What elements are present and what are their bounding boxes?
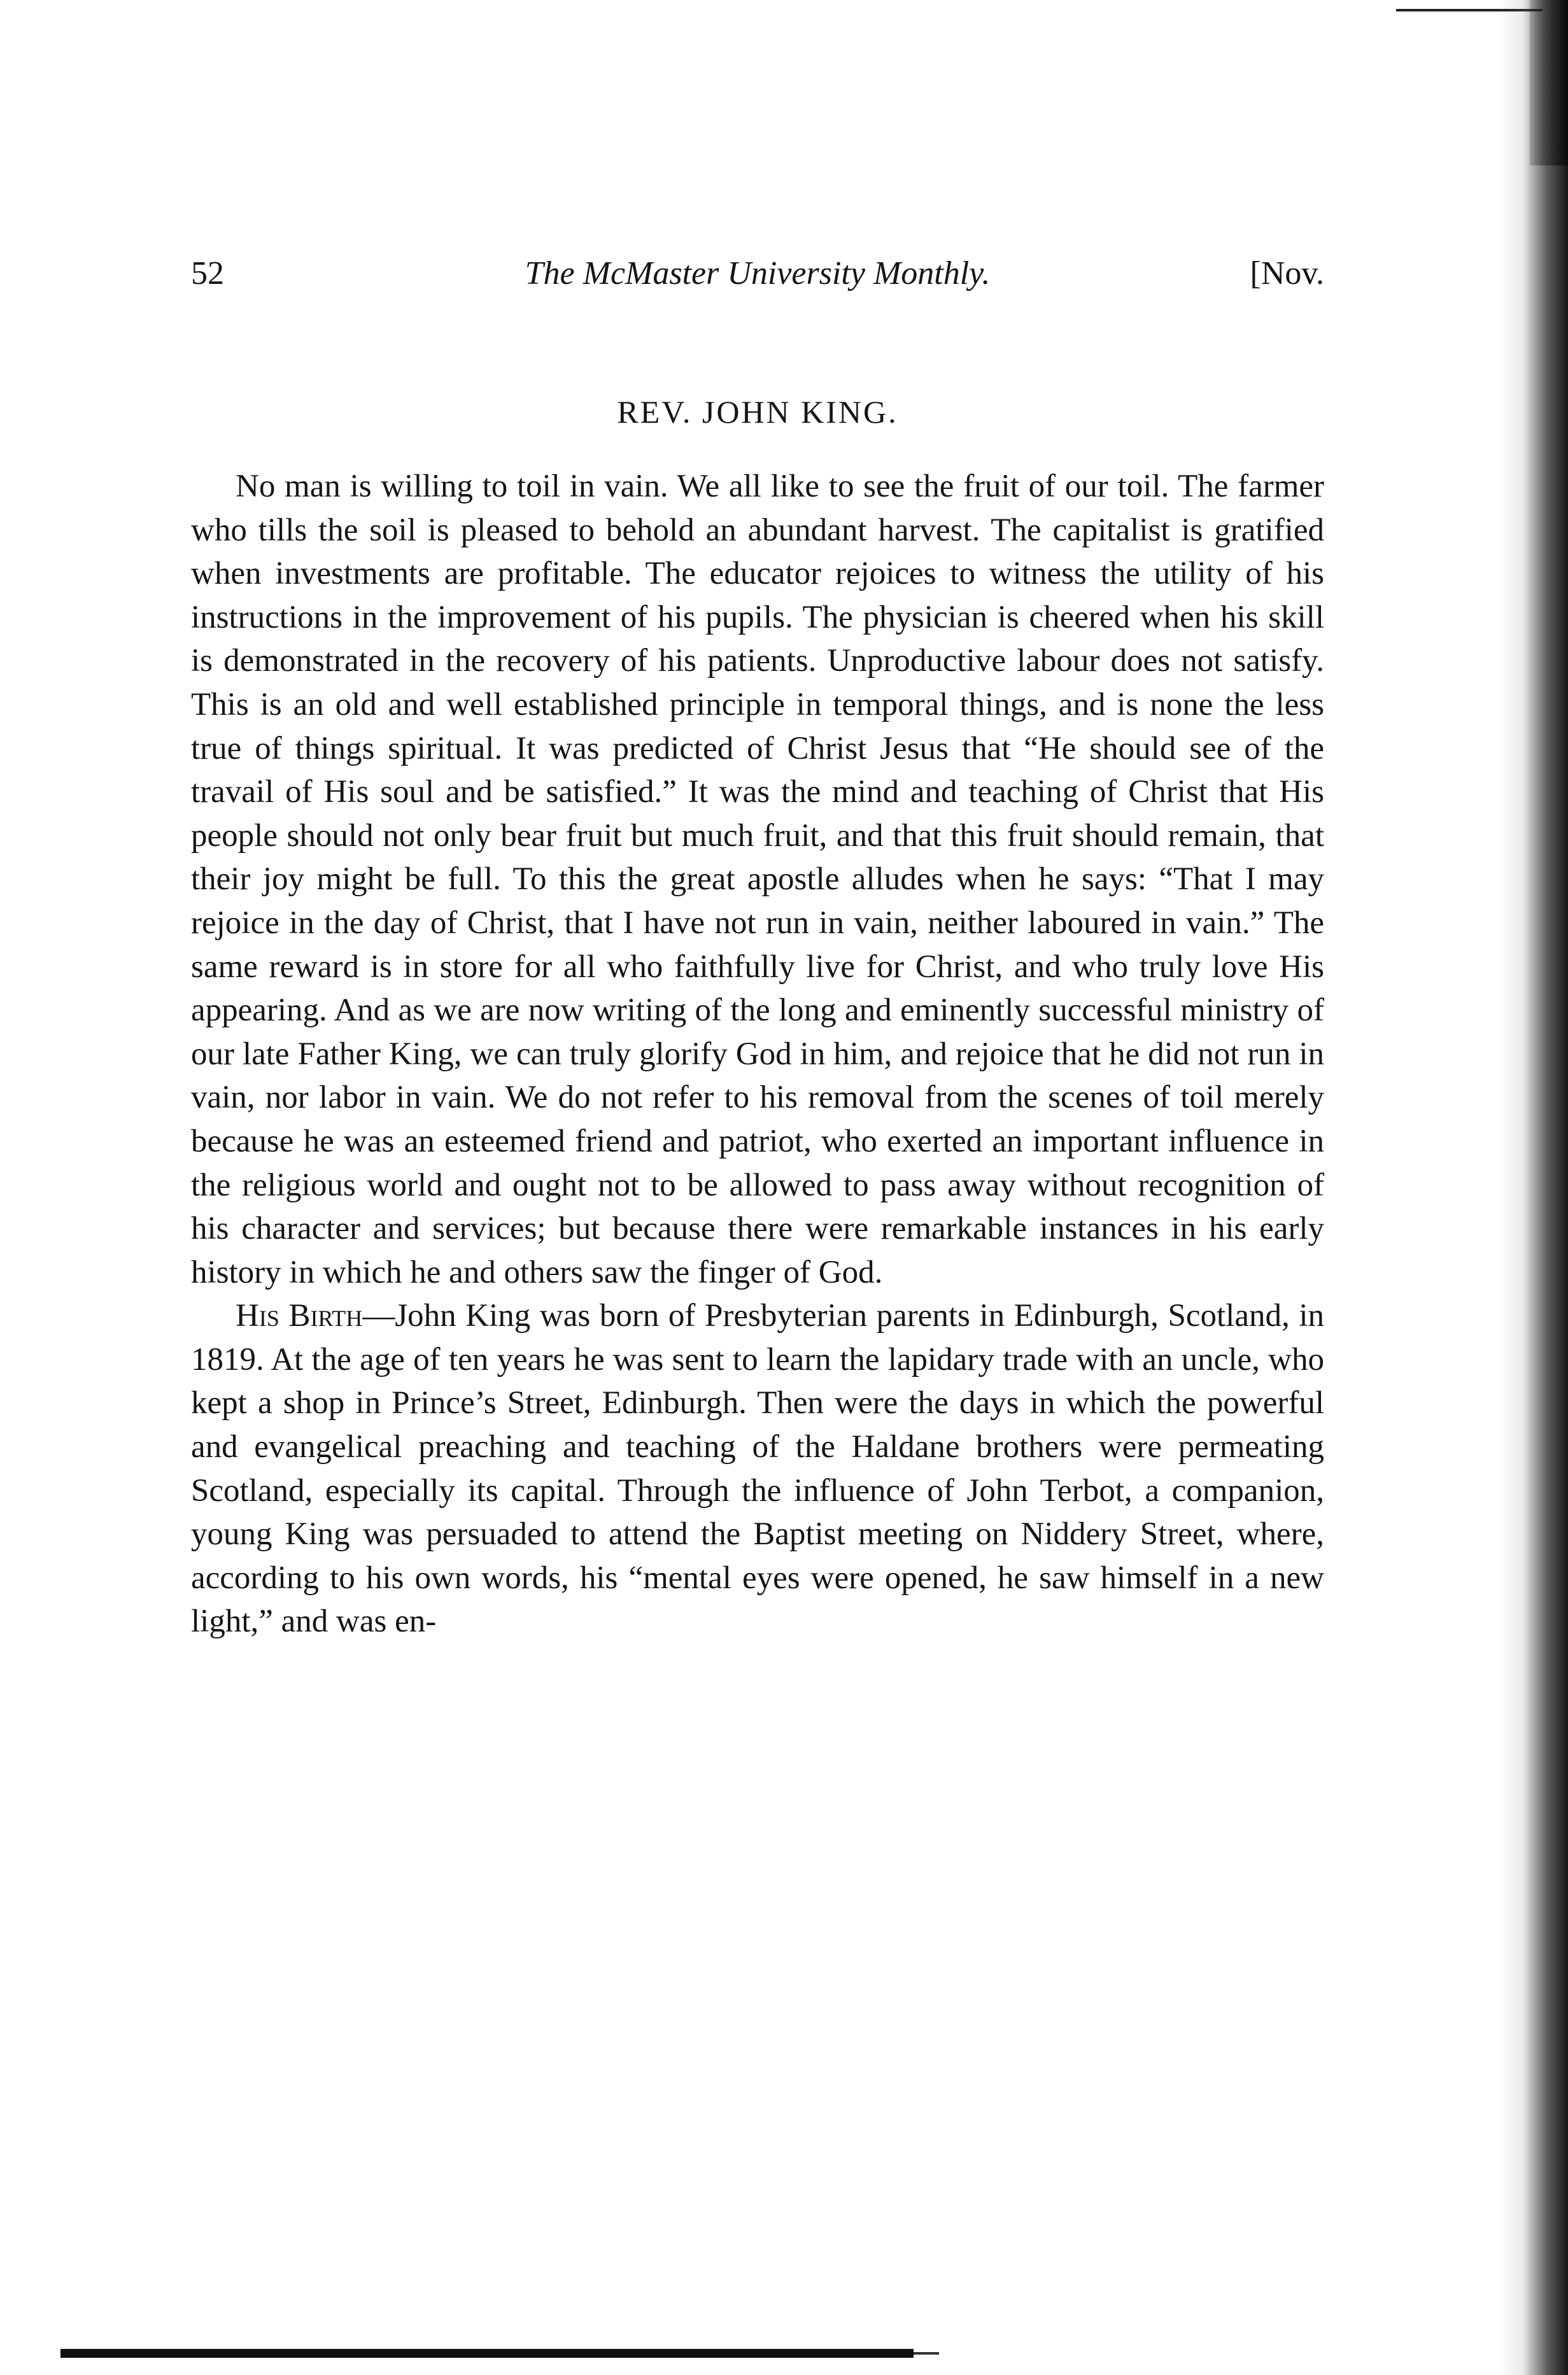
article-title: REV. JOHN KING. [617,394,898,430]
paragraph: No man is willing to toil in vain. We all like to see the fruit of our toil. The farmer who tills the soil is pleased to behold an abundant harvest. The capitalist is gratified when investments are profitable. The educator rejoices to witness the utility of his instructions in the improvement of his pupils. The physician is cheered when his skill is demonstrated in the recovery of his patients. Unproductive labour does not satisfy. This is an old and well established principle in temporal things, and is none the less true of things spiritual. It was predicted of Christ Jesus that “He should see of the travail of His soul and be satisfied.” It was the mind and teaching of Christ that His people should not only bear fruit but much fruit, and that this fruit should remain, that their joy might be full. To this the great apostle alludes when he says: “That I may rejoice in the day of Christ, that I have not run in vain, neither laboured in vain.” The same reward is in store for all who faithfully live for Christ, and who truly love His appearing. And as we are now writing of the long and eminently successful ministry of our late Father King, we can truly glorify God in him, and rejoice that he did not run in vain, nor labor in vain. We do not refer to his removal from the scenes of toil merely because he was an esteemed friend and patriot, who exerted an important influence in the religious world and ought not to be allowed to pass away without recognition of his character and services; but because there were remarkable instances in his early history in which he and others saw the finger of God. [191,469,1324,1290]
page-number: 52 [191,255,224,292]
issue-month: [Nov. [1250,255,1324,292]
binding-shadow [1498,0,1568,2375]
section-heading: His Birth [236,1298,363,1334]
scan-bottom-rule [60,2349,914,2358]
journal-title: The McMaster University Monthly. [525,255,991,292]
article-body [191,465,1324,1644]
scan-bottom-rule-end [914,2352,939,2355]
paragraph [191,1294,1324,1644]
running-header [191,251,1324,296]
paragraph-text: —John King was born of Presbyterian parents in Edinburgh, Scotland, in 1819. At the age of ten years he was sent to learn the lapidary trade with an uncle, who kept a shop in Prince’s Street, Edinburgh. Then were the days in which the powerful and evangelical preaching and teaching of the Haldane brothers were permeating Scotland, especially its capital. Through the influence of John Terbot, a companion, young King was persuaded to attend the Baptist meeting on Niddery Street, where, according to his own words, his “mental eyes were opened, he saw himself in a new light,” and was en- [191,1298,1325,1640]
